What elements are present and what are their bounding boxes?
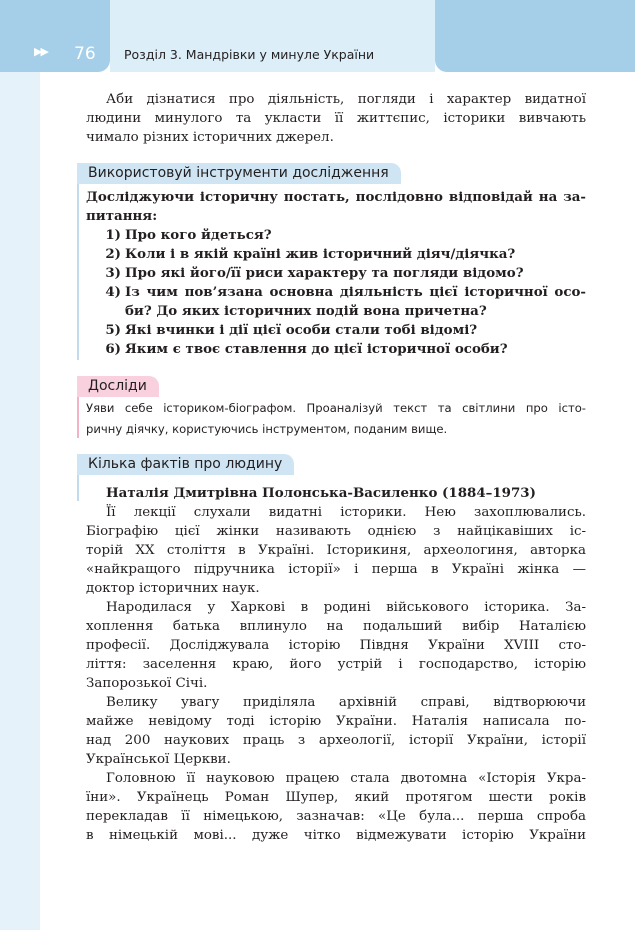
facts-line: Її лекції слухали видатні історики. Нею захоплювались. bbox=[106, 505, 586, 520]
facts-line: перекладав її німецькою, зазначав: «Це була... перша спроба bbox=[86, 809, 586, 824]
intro-line: людини минулого та укласти її життєпис, історики вивчають bbox=[86, 111, 586, 126]
double-arrow-icon: ▶▶ bbox=[34, 45, 47, 58]
facts-line: Запорозької Січі. bbox=[86, 676, 208, 691]
tools-section-label: Використовуй інструменти дослідження bbox=[77, 163, 401, 184]
tools-lead-line: питання: bbox=[86, 208, 158, 224]
question-item-continuation: би? До яких історичних подій вона причетна? bbox=[125, 303, 487, 319]
intro-line: чимало різних історичних джерел. bbox=[86, 130, 334, 145]
facts-line: ліття: заселення краю, його устрій і господарство, історію bbox=[86, 657, 586, 672]
page-number: 76 bbox=[74, 44, 96, 64]
question-item: 2) Коли і в якій країні жив історичний діяч/діячка? bbox=[105, 246, 516, 262]
facts-line: Велику увагу приділяла архівній справі, відтворюючи bbox=[106, 695, 586, 710]
research-task-rule bbox=[77, 397, 79, 438]
facts-section-rule bbox=[77, 475, 79, 501]
facts-line: Народилася у Харкові в родині військового історика. За- bbox=[106, 600, 586, 615]
facts-line: Біографію цієї жінки називають однією з найцікавіших іс- bbox=[86, 524, 586, 539]
question-list bbox=[86, 226, 586, 359]
tools-section-rule bbox=[77, 184, 79, 360]
facts-line: Головною її науковою працею стала двотомна «Історія Укра- bbox=[106, 771, 586, 786]
intro-paragraph bbox=[86, 90, 586, 147]
facts-line: професії. Досліджувала історію Півдня України XVIII сто- bbox=[86, 638, 586, 653]
chapter-title: Розділ 3. Мандрівки у минуле України bbox=[124, 47, 375, 62]
question-item: 1) Про кого йдеться? bbox=[105, 227, 272, 243]
research-line: Уяви себе істориком-біографом. Проаналізуй текст та світлини про істо- bbox=[86, 401, 586, 415]
facts-line: над 200 наукових праць з археології, історії України, історії bbox=[86, 733, 586, 748]
facts-line: в німецькій мові... дуже чітко відмежувати історію України bbox=[86, 828, 586, 843]
facts-section-label: Кілька фактів про людину bbox=[77, 454, 294, 475]
facts-line: торій ХХ століття в Україні. Історикиня, археологиня, авторка bbox=[86, 543, 586, 558]
facts-line: доктор історичних наук. bbox=[86, 581, 260, 596]
facts-body bbox=[86, 484, 586, 845]
header-right-block bbox=[435, 0, 635, 72]
left-margin-strip bbox=[0, 0, 40, 930]
research-task-label: Досліди bbox=[77, 376, 159, 397]
facts-line: «найкращого підручника історії» і перша в Україні жінка — bbox=[86, 562, 586, 577]
research-line: ричну діячку, користуючись інструментом, поданим вище. bbox=[86, 422, 448, 436]
facts-line: хоплення батька вплинуло на подальший вибір Наталією bbox=[86, 619, 586, 634]
question-item: 5) Які вчинки і дії цієї особи стали тобі відомі? bbox=[105, 322, 478, 338]
question-item: 6) Яким є твоє ставлення до цієї історичної особи? bbox=[105, 341, 508, 357]
intro-line: Аби дізнатися про діяльність, погляди і характер видатної bbox=[106, 92, 586, 107]
facts-line: Української Церкви. bbox=[86, 752, 231, 767]
tools-lead-line: Досліджуючи історичну постать, послідовно відповідай на за- bbox=[86, 189, 586, 205]
facts-line: їни». Українець Роман Шупер, який протягом шести років bbox=[86, 790, 586, 805]
research-task-body bbox=[86, 398, 586, 440]
person-heading: Наталія Дмитрівна Полонська-Василенко (1884–1973) bbox=[106, 485, 536, 501]
facts-line: майже невідому тоді історію України. Наталія написала по- bbox=[86, 714, 586, 729]
tools-section-body bbox=[86, 188, 586, 359]
question-item: 4) Із чим пов’язана основна діяльність цієї історичної осо- bbox=[105, 284, 586, 300]
question-item: 3) Про які його/її риси характеру та погляди відомо? bbox=[105, 265, 524, 281]
